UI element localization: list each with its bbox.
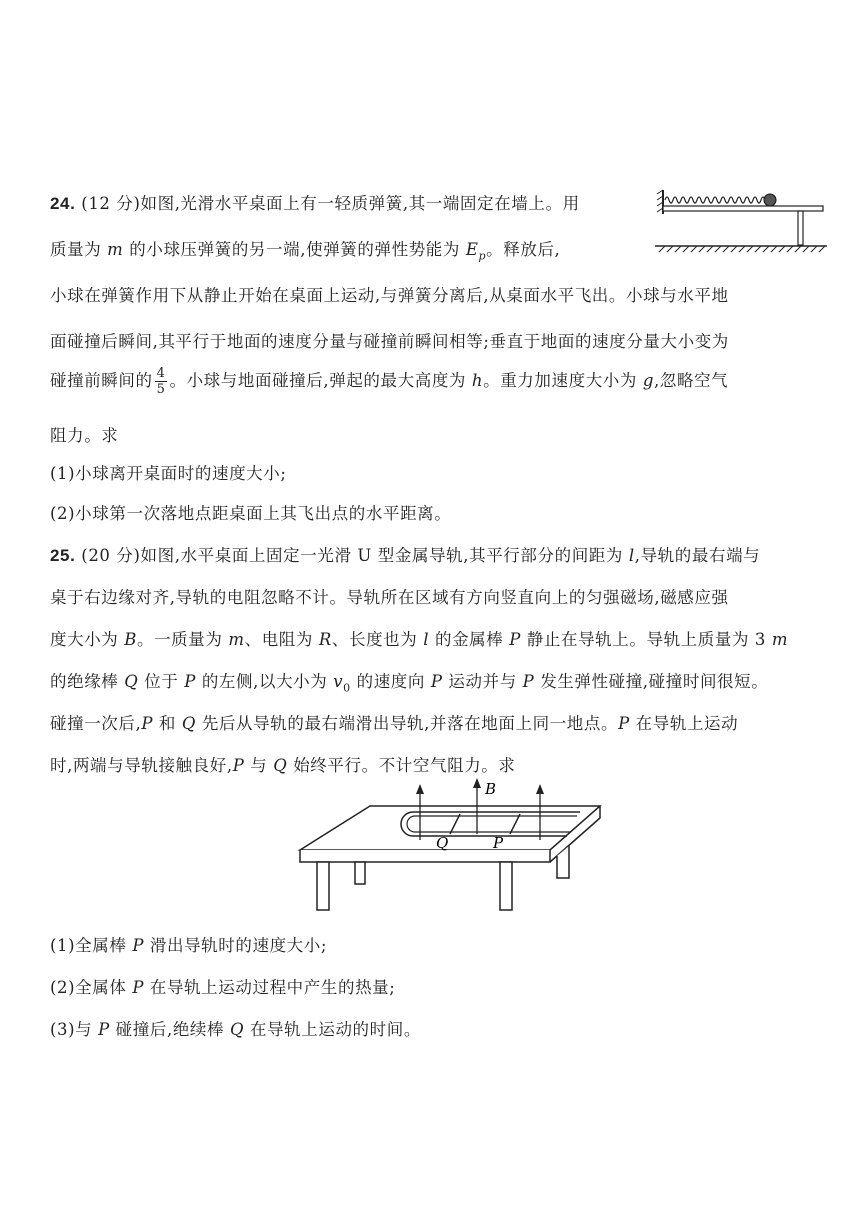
q25-sub-3a: (3)与 bbox=[50, 1020, 99, 1039]
q25-line-4 bbox=[50, 668, 768, 694]
q24-text-2c: 。释放后, bbox=[486, 240, 561, 259]
q25-text-2: 桌于右边缘对齐,导轨的电阻忽略不计。导轨所在区域有方向竖直向上的匀强磁场,磁感应强 bbox=[50, 588, 729, 607]
table-leg-front-right bbox=[500, 862, 512, 910]
q25-text-3c: 、电阻为 bbox=[244, 630, 319, 649]
q25-text-4e: 运动并与 bbox=[442, 672, 523, 691]
q25-sub-2b: 在导轨上运动过程中产生的热量; bbox=[144, 978, 396, 997]
q25-text-6a: 时,两端与导轨接触良好, bbox=[50, 756, 233, 775]
q25-text-1b: ,导轨的最右端与 bbox=[634, 546, 761, 565]
q24-line-6 bbox=[50, 422, 118, 446]
ground-hatch bbox=[659, 246, 825, 252]
q24-line-2 bbox=[50, 236, 560, 262]
q24-text-5d: ,忽略空气 bbox=[654, 371, 729, 390]
var-P: P bbox=[430, 672, 443, 691]
q25-line-3 bbox=[50, 626, 788, 650]
fraction-denominator: 5 bbox=[156, 382, 166, 397]
q24-text-5c: 。重力加速度大小为 bbox=[483, 371, 643, 390]
var-P: P bbox=[522, 672, 535, 691]
table-leg bbox=[798, 211, 803, 245]
spring-table-diagram bbox=[655, 188, 830, 258]
var-Q: Q bbox=[273, 756, 288, 775]
table-front-edge bbox=[300, 850, 550, 862]
q25-text-5c: 先后从导轨的最右端滑出导轨,并落在地面上同一地点。 bbox=[196, 714, 619, 733]
var-h: h bbox=[471, 371, 484, 390]
var-l: l bbox=[628, 546, 635, 565]
q25-text-4b: 位于 bbox=[138, 672, 185, 691]
q25-text-3a: 度大小为 bbox=[50, 630, 125, 649]
q25-sub-1a: (1)全属棒 bbox=[50, 936, 133, 955]
q25-text-4c: 的左侧,以大小为 bbox=[195, 672, 334, 691]
q25-subquestion-1 bbox=[50, 932, 327, 956]
q24-text-3: 小球在弹簧作用下从静止开始在桌面上运动,与弹簧分离后,从桌面水平飞出。小球与水平地 bbox=[50, 286, 729, 305]
q24-number: 24. bbox=[50, 194, 76, 213]
q24-subquestion-2 bbox=[50, 500, 451, 524]
var-P: P bbox=[132, 978, 145, 997]
q25-sub-3b: 碰撞后,绝续棒 bbox=[109, 1020, 230, 1039]
fraction-4-5 bbox=[155, 366, 168, 397]
q25-text-3d: 、长度也为 bbox=[331, 630, 424, 649]
sub-0: 0 bbox=[343, 681, 351, 695]
q24-text-1: (12 分)如图,光滑水平桌面上有一轻质弹簧,其一端固定在墙上。用 bbox=[81, 194, 580, 213]
q24-sub-1-text: (1)小球离开桌面时的速度大小; bbox=[50, 464, 287, 483]
q24-line-5 bbox=[50, 366, 728, 397]
spring bbox=[665, 197, 769, 203]
var-P: P bbox=[98, 1020, 110, 1039]
q25-text-6c: 始终平行。不计空气阻力。求 bbox=[287, 756, 516, 775]
q25-text-1a: (20 分)如图,水平桌面上固定一光滑 U 型金属导轨,其平行部分的间距为 bbox=[81, 546, 629, 565]
label-P: P bbox=[493, 834, 504, 852]
var-B: B bbox=[124, 630, 137, 649]
var-m: m bbox=[107, 240, 124, 259]
q25-line-5 bbox=[50, 710, 738, 734]
q24-text-6: 阻力。求 bbox=[50, 426, 119, 445]
var-Q: Q bbox=[124, 672, 139, 691]
q24-text-2a: 质量为 bbox=[50, 240, 108, 259]
q25-sub-2a: (2)全属体 bbox=[50, 978, 133, 997]
q24-text-2b: 的小球压弹簧的另一端,使弹簧的弹性势能为 bbox=[123, 240, 466, 259]
table-top bbox=[663, 206, 823, 211]
var-m: m bbox=[228, 630, 245, 649]
q25-sub-3c: 在导轨上运动的时间。 bbox=[244, 1020, 421, 1039]
table-leg-front-left bbox=[317, 862, 329, 910]
q25-line-1 bbox=[50, 542, 760, 566]
q24-line-4 bbox=[50, 328, 729, 352]
q24-sub-2-text: (2)小球第一次落地点距桌面上其飞出点的水平距离。 bbox=[50, 504, 452, 523]
wall bbox=[657, 190, 663, 214]
var-P: P bbox=[509, 630, 521, 649]
table-leg-back-left bbox=[355, 862, 365, 884]
q25-sub-1b: 滑出导轨时的速度大小; bbox=[144, 936, 328, 955]
var-l: l bbox=[423, 630, 430, 649]
q25-text-4f: 发生弹性碰撞,碰撞时间很短。 bbox=[534, 672, 769, 691]
var-m: m bbox=[771, 630, 789, 649]
q25-text-6b: 与 bbox=[244, 756, 274, 775]
var-P: P bbox=[132, 936, 145, 955]
q25-text-5d: 在导轨上运动 bbox=[629, 714, 739, 733]
q25-text-5a: 碰撞一次后, bbox=[50, 714, 142, 733]
q25-text-3b: 。一质量为 bbox=[136, 630, 229, 649]
var-g: g bbox=[642, 371, 655, 390]
q24-text-5a: 碰撞前瞬间的 bbox=[50, 371, 153, 390]
label-Q: Q bbox=[436, 834, 449, 852]
q24-subquestion-1 bbox=[50, 460, 287, 484]
var-P: P bbox=[184, 672, 196, 691]
q25-text-3e: 的金属棒 bbox=[429, 630, 510, 649]
q25-text-4d: 的速度向 bbox=[350, 672, 431, 691]
var-P: P bbox=[618, 714, 630, 733]
sub-p: p bbox=[478, 249, 487, 263]
q25-text-5b: 和 bbox=[153, 714, 182, 733]
q25-subquestion-2 bbox=[50, 974, 395, 998]
q25-line-6 bbox=[50, 752, 516, 776]
rail-table-diagram bbox=[295, 778, 615, 918]
q25-line-2 bbox=[50, 584, 729, 608]
q24-text-5b: 。小球与地面碰撞后,弹起的最大高度为 bbox=[169, 371, 472, 390]
label-B: B bbox=[485, 780, 497, 798]
q25-text-4a: 的绝缘棒 bbox=[50, 672, 125, 691]
var-Q: Q bbox=[181, 714, 196, 733]
q25-subquestion-3 bbox=[50, 1016, 421, 1040]
var-E: E bbox=[465, 240, 479, 259]
fraction-numerator: 4 bbox=[156, 366, 166, 381]
var-Q: Q bbox=[229, 1020, 245, 1039]
q24-line-3 bbox=[50, 282, 729, 306]
ball bbox=[764, 194, 776, 206]
var-P: P bbox=[232, 756, 245, 775]
var-v: v bbox=[333, 672, 344, 691]
q25-text-3f: 静止在导轨上。导轨上质量为 3 bbox=[520, 630, 772, 649]
var-P: P bbox=[141, 714, 154, 733]
q25-number: 25. bbox=[50, 546, 76, 565]
q24-text-4: 面碰撞后瞬间,其平行于地面的速度分量与碰撞前瞬间相等;垂直于地面的速度分量大小变为 bbox=[50, 332, 729, 351]
var-R: R bbox=[318, 630, 332, 649]
q24-line-1 bbox=[50, 190, 580, 214]
